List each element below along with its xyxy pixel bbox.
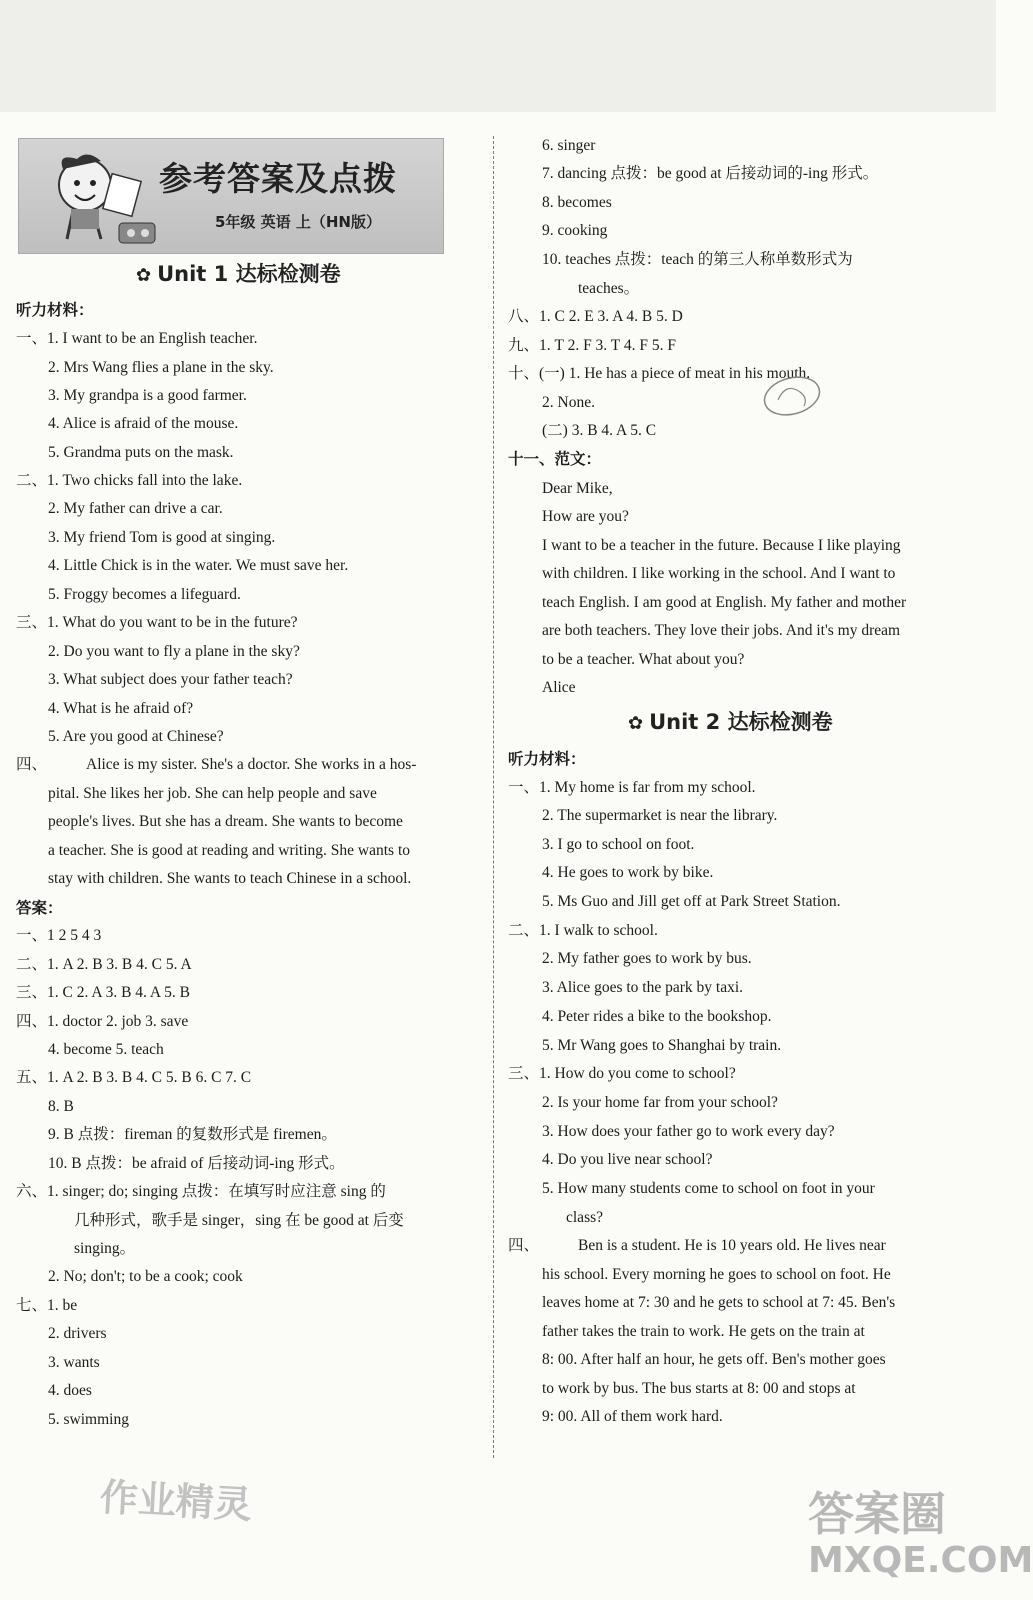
right-cont-line: teaches。 [578, 280, 640, 297]
unit2-s3-line: 5. How many students come to school on foot in your [542, 1180, 875, 1197]
letter-line: I want to be a teacher in the future. Because I like playing [542, 537, 901, 554]
unit1-s2-line: 4. Little Chick is in the water. We must save her. [48, 557, 349, 574]
right-cont-line: 8. becomes [542, 194, 612, 211]
banner-subtitle: 5年级 英语 上（HN版） [215, 213, 381, 231]
unit1-s4-label: 四、 [16, 756, 48, 773]
unit1-s3-line: 3. What subject does your father teach? [48, 671, 293, 688]
unit2-s3-line: 三、1. How do you come to school? [508, 1065, 736, 1082]
column-divider [493, 136, 494, 1458]
unit1-ans-line: 9. B 点拨：fireman 的复数形式是 firemen。 [48, 1126, 337, 1143]
unit1-ans-line: 8. B [48, 1098, 74, 1115]
unit1-s4-line: a teacher. She is good at reading and writing. She wants to [48, 842, 411, 859]
unit1-listening-label: 听力材料： [16, 302, 94, 319]
unit2-s3-line: 4. Do you live near school? [542, 1151, 713, 1168]
unit1-s4-line: people's lives. But she has a dream. She wants to become [48, 813, 403, 830]
unit1-ans-line: 六、1. singer; do; singing 点拨：在填写时应注意 sing 的 [16, 1183, 386, 1200]
right-ans-line: 十、(一) 1. He has a piece of meat in his mouth. [508, 365, 811, 382]
unit1-s4-line: stay with children. She wants to teach Chinese in a school. [48, 870, 412, 887]
unit1-s3-line: 5. Are you good at Chinese? [48, 728, 224, 745]
letter-line: Alice [542, 679, 576, 696]
unit1-ans-line: 二、1. A 2. B 3. B 4. C 5. A [16, 956, 192, 973]
letter-line: teach English. I am good at English. My father and mother [542, 594, 907, 611]
unit1-ans-line: 五、1. A 2. B 3. B 4. C 5. B 6. C 7. C [16, 1069, 252, 1086]
unit1-ans-line: 3. wants [48, 1354, 100, 1371]
unit1-title-text: Unit 1 达标检测卷 [157, 262, 341, 286]
right-cont-line: 10. teaches 点拨：teach 的第三人称单数形式为 [542, 251, 853, 268]
unit2-s4-line: leaves home at 7: 30 and he gets to school at 7: 45. Ben's [542, 1294, 896, 1311]
right-ans-line: 十一、范文： [508, 451, 602, 468]
unit2-s2-line: 4. Peter rides a bike to the bookshop. [542, 1008, 772, 1025]
unit2-s2-line: 2. My father goes to work by bus. [542, 950, 752, 967]
unit1-s3-line: 2. Do you want to fly a plane in the sky? [48, 643, 300, 660]
unit1-ans-line: 七、1. be [16, 1297, 78, 1314]
watermark-url: MXQE.COM [808, 1540, 1033, 1581]
right-ans-line: (二) 3. B 4. A 5. C [542, 422, 657, 439]
unit1-answers-label: 答案： [16, 900, 63, 917]
unit2-s4-line: his school. Every morning he goes to school on foot. He [542, 1266, 891, 1283]
unit2-title-text: Unit 2 达标检测卷 [649, 710, 833, 734]
letter-line: Dear Mike, [542, 480, 613, 497]
unit2-s4-label: 四、 [508, 1237, 540, 1254]
unit1-ans-line: 四、1. doctor 2. job 3. save [16, 1013, 189, 1030]
watermark-bottom-left: 作业精灵 [98, 1475, 253, 1527]
unit1-ans-line: 4. become 5. teach [48, 1041, 164, 1058]
unit2-s4-line: to work by bus. The bus starts at 8: 00 and stops at [542, 1380, 856, 1397]
unit2-s2-line: 5. Mr Wang goes to Shanghai by train. [542, 1037, 782, 1054]
unit2-s2-line: 二、1. I walk to school. [508, 922, 658, 939]
watermark-bottom-right: 答案圈 [808, 1487, 946, 1541]
banner-title: 参考答案及点拨 [159, 159, 397, 198]
top-scan-band [0, 0, 996, 112]
unit1-s4-line: Alice is my sister. She's a doctor. She works in a hos- [86, 756, 417, 773]
letter-line: with children. I like working in the school. And I want to [542, 565, 896, 582]
unit1-s1-line: 2. Mrs Wang flies a plane in the sky. [48, 359, 274, 376]
unit1-ans-line: 10. B 点拨：be afraid of 后接动词-ing 形式。 [48, 1155, 345, 1172]
unit2-s3-line: 2. Is your home far from your school? [542, 1094, 778, 1111]
unit2-s1-line: 2. The supermarket is near the library. [542, 807, 778, 824]
unit1-ans-line: 2. drivers [48, 1325, 107, 1342]
unit1-s1-line: 3. My grandpa is a good farmer. [48, 387, 247, 404]
unit1-ans-line: 几种形式，歌手是 singer，sing 在 be good at 后变 [74, 1212, 404, 1229]
paw-icon: ✿ [628, 713, 644, 734]
unit1-ans-line: 5. swimming [48, 1411, 129, 1428]
unit1-ans-line: 4. does [48, 1382, 92, 1399]
unit1-ans-line: singing。 [74, 1240, 136, 1257]
unit2-title [628, 706, 833, 736]
unit1-s2-line: 二、1. Two chicks fall into the lake. [16, 472, 243, 489]
right-cont-line: 6. singer [542, 137, 596, 154]
unit1-s1-line: 5. Grandma puts on the mask. [48, 444, 234, 461]
unit2-s4-line: father takes the train to work. He gets on the train at [542, 1323, 865, 1340]
right-ans-line: 八、1. C 2. E 3. A 4. B 5. D [508, 308, 683, 325]
unit1-s3-line: 4. What is he afraid of? [48, 700, 194, 717]
unit1-ans-line: 2. No; don't; to be a cook; cook [48, 1268, 243, 1285]
unit2-s2-line: 3. Alice goes to the park by taxi. [542, 979, 744, 996]
right-cont-line: 9. cooking [542, 222, 608, 239]
unit1-ans-line: 三、1. C 2. A 3. B 4. A 5. B [16, 984, 190, 1001]
unit2-s3-line: 3. How does your father go to work every day? [542, 1123, 835, 1140]
paw-icon: ✿ [136, 265, 152, 286]
unit1-s4-line: pital. She likes her job. She can help people and save [48, 785, 377, 802]
unit1-s1-line: 一、1. I want to be an English teacher. [16, 330, 258, 347]
unit1-ans-line: 一、1 2 5 4 3 [16, 927, 102, 944]
unit2-s3-line: class? [566, 1209, 604, 1226]
book-icon [115, 215, 163, 247]
unit2-s1-line: 一、1. My home is far from my school. [508, 779, 756, 796]
unit2-s4-line: Ben is a student. He is 10 years old. He lives near [578, 1237, 886, 1254]
unit1-s2-line: 3. My friend Tom is good at singing. [48, 529, 276, 546]
unit2-s1-line: 4. He goes to work by bike. [542, 864, 714, 881]
right-ans-line: 2. None. [542, 394, 595, 411]
right-ans-line: 九、1. T 2. F 3. T 4. F 5. F [508, 337, 676, 354]
unit1-s3-line: 三、1. What do you want to be in the future? [16, 614, 298, 631]
letter-line: are both teachers. They love their jobs. And it's my dream [542, 622, 901, 639]
title-banner [18, 138, 444, 254]
right-cont-line: 7. dancing 点拨：be good at 后接动词的-ing 形式。 [542, 165, 879, 182]
unit2-s1-line: 5. Ms Guo and Jill get off at Park Street Station. [542, 893, 841, 910]
letter-line: to be a teacher. What about you? [542, 651, 745, 668]
unit2-listening-label: 听力材料： [508, 751, 586, 768]
unit1-s1-line: 4. Alice is afraid of the mouse. [48, 415, 239, 432]
unit1-s2-line: 2. My father can drive a car. [48, 500, 223, 517]
unit2-s4-line: 8: 00. After half an hour, he gets off. Ben's mother goes [542, 1351, 886, 1368]
unit2-s1-line: 3. I go to school on foot. [542, 836, 695, 853]
unit1-s2-line: 5. Froggy becomes a lifeguard. [48, 586, 241, 603]
unit2-s4-line: 9: 00. All of them work hard. [542, 1408, 723, 1425]
stamp-icon [760, 372, 824, 420]
unit1-title [136, 258, 341, 288]
letter-line: How are you? [542, 508, 629, 525]
